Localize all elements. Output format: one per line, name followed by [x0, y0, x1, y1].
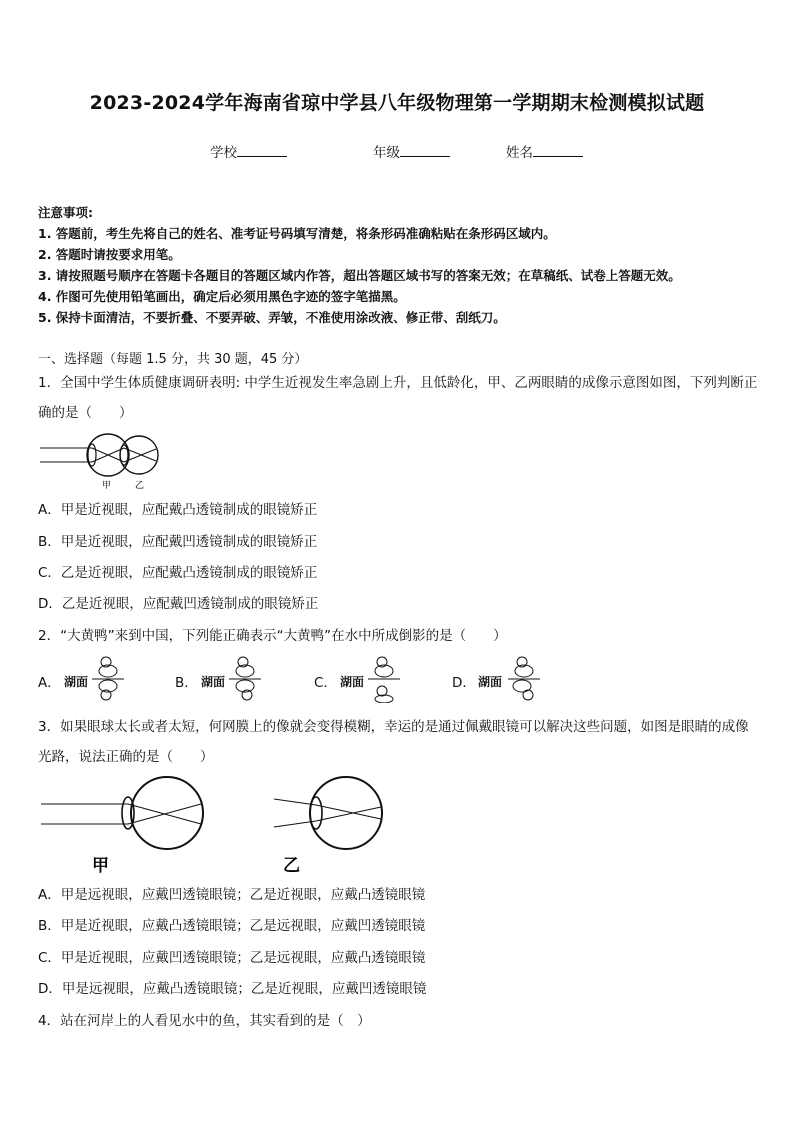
question-4-stem: 4．站在河岸上的人看见水中的鱼，其实看到的是（ ） — [38, 1013, 371, 1029]
section-heading: 一、选择题（每题 1.5 分，共 30 题，45 分） — [38, 352, 308, 367]
school-field — [210, 141, 287, 161]
duck-reflection-a-icon — [92, 653, 124, 703]
eye-jia-diagram — [40, 434, 129, 476]
fig-label: 甲 — [92, 856, 109, 875]
name-blank — [533, 143, 583, 157]
note-item: 5. 保持卡面清洁，不要折叠、不要弄破、弄皱，不准使用涂改液、修正带、刮纸刀。 — [38, 310, 506, 325]
eye-diagram-q1 — [36, 430, 166, 490]
grade-label: 年级 — [373, 145, 400, 161]
eye-diagram-q3 — [36, 775, 396, 875]
surface-label: 湖面 — [340, 675, 365, 689]
eye-yi-diagram — [274, 777, 382, 849]
surface-label: 湖面 — [201, 675, 226, 689]
q3-option-d: D．甲是远视眼，应戴凸透镜眼镜；乙是近视眼，应戴凹透镜眼镜 — [38, 981, 427, 997]
option-letter: C． — [314, 675, 337, 691]
q1-option-a: A．甲是近视眼，应配戴凸透镜制成的眼镜矫正 — [38, 502, 318, 518]
question-2-stem: 2．“大黄鸭”来到中国，下列能正确表示“大黄鸭”在水中所成倒影的是（ ） — [38, 628, 507, 644]
fig-label: 甲 — [102, 481, 112, 490]
q1-option-b: B．甲是近视眼，应配戴凹透镜制成的眼镜矫正 — [38, 534, 318, 550]
option-letter: D． — [452, 675, 476, 691]
q2-option-c — [314, 653, 414, 703]
school-blank — [237, 143, 287, 157]
note-item: 3. 请按照题号顺序在答题卡各题目的答题区域内作答，超出答题区域书写的答案无效；在草稿纸、试卷上答题无效。 — [38, 268, 681, 283]
note-item: 4. 作图可先使用铅笔画出，确定后必须用黑色字迹的签字笔描黑。 — [38, 289, 406, 304]
option-letter: B． — [175, 675, 198, 691]
q1-option-c: C．乙是近视眼，应配戴凸透镜制成的眼镜矫正 — [38, 565, 318, 581]
fig-label: 乙 — [135, 481, 145, 490]
q3-option-c: C．甲是近视眼，应戴凹透镜眼镜；乙是远视眼，应戴凸透镜眼镜 — [38, 950, 426, 966]
fig-label: 乙 — [283, 856, 300, 875]
q2-option-d — [452, 653, 552, 703]
note-item: 1. 答题前，考生先将自己的姓名、准考证号码填写清楚，将条形码准确粘贴在条形码区域内。 — [38, 226, 556, 241]
surface-label: 湖面 — [64, 675, 89, 689]
grade-blank — [400, 143, 450, 157]
note-item: 2. 答题时请按要求用笔。 — [38, 247, 181, 262]
q2-option-b — [175, 653, 275, 703]
q1-option-d: D．乙是近视眼，应配戴凹透镜制成的眼镜矫正 — [38, 596, 319, 612]
exam-title: 2023-2024学年海南省琼中学县八年级物理第一学期期末检测模拟试题 — [89, 92, 705, 114]
eye-yi-diagram — [120, 436, 158, 474]
question-1-stem: 1．全国中学生体质健康调研表明: 中学生近视发生率急剧上升，且低龄化，甲、乙两眼睛的成像示意图如图，下列判断正确的是（ ） — [38, 375, 758, 421]
question-3-stem: 3．如果眼球太长或者太短，何网膜上的像就会变得模糊，幸运的是通过佩戴眼镜可以解决这些问题，如图是眼睛的成像光路，说法正确的是（ ） — [38, 719, 749, 765]
duck-reflection-d-icon — [508, 653, 540, 703]
notes-heading: 注意事项: — [38, 205, 93, 220]
q3-option-a: A．甲是远视眼，应戴凹透镜眼镜；乙是近视眼，应戴凸透镜眼镜 — [38, 887, 426, 903]
q3-option-b: B．甲是近视眼，应戴凸透镜眼镜；乙是远视眼，应戴凹透镜眼镜 — [38, 918, 426, 934]
q2-option-a — [38, 653, 138, 703]
surface-label: 湖面 — [478, 675, 503, 689]
duck-reflection-c-icon — [368, 653, 400, 703]
option-letter: A． — [38, 675, 61, 691]
name-label: 姓名 — [506, 145, 533, 161]
eye-jia-diagram — [41, 777, 203, 849]
grade-field — [373, 141, 450, 161]
duck-reflection-b-icon — [229, 653, 261, 703]
name-field — [506, 141, 583, 161]
school-label: 学校 — [210, 145, 237, 161]
